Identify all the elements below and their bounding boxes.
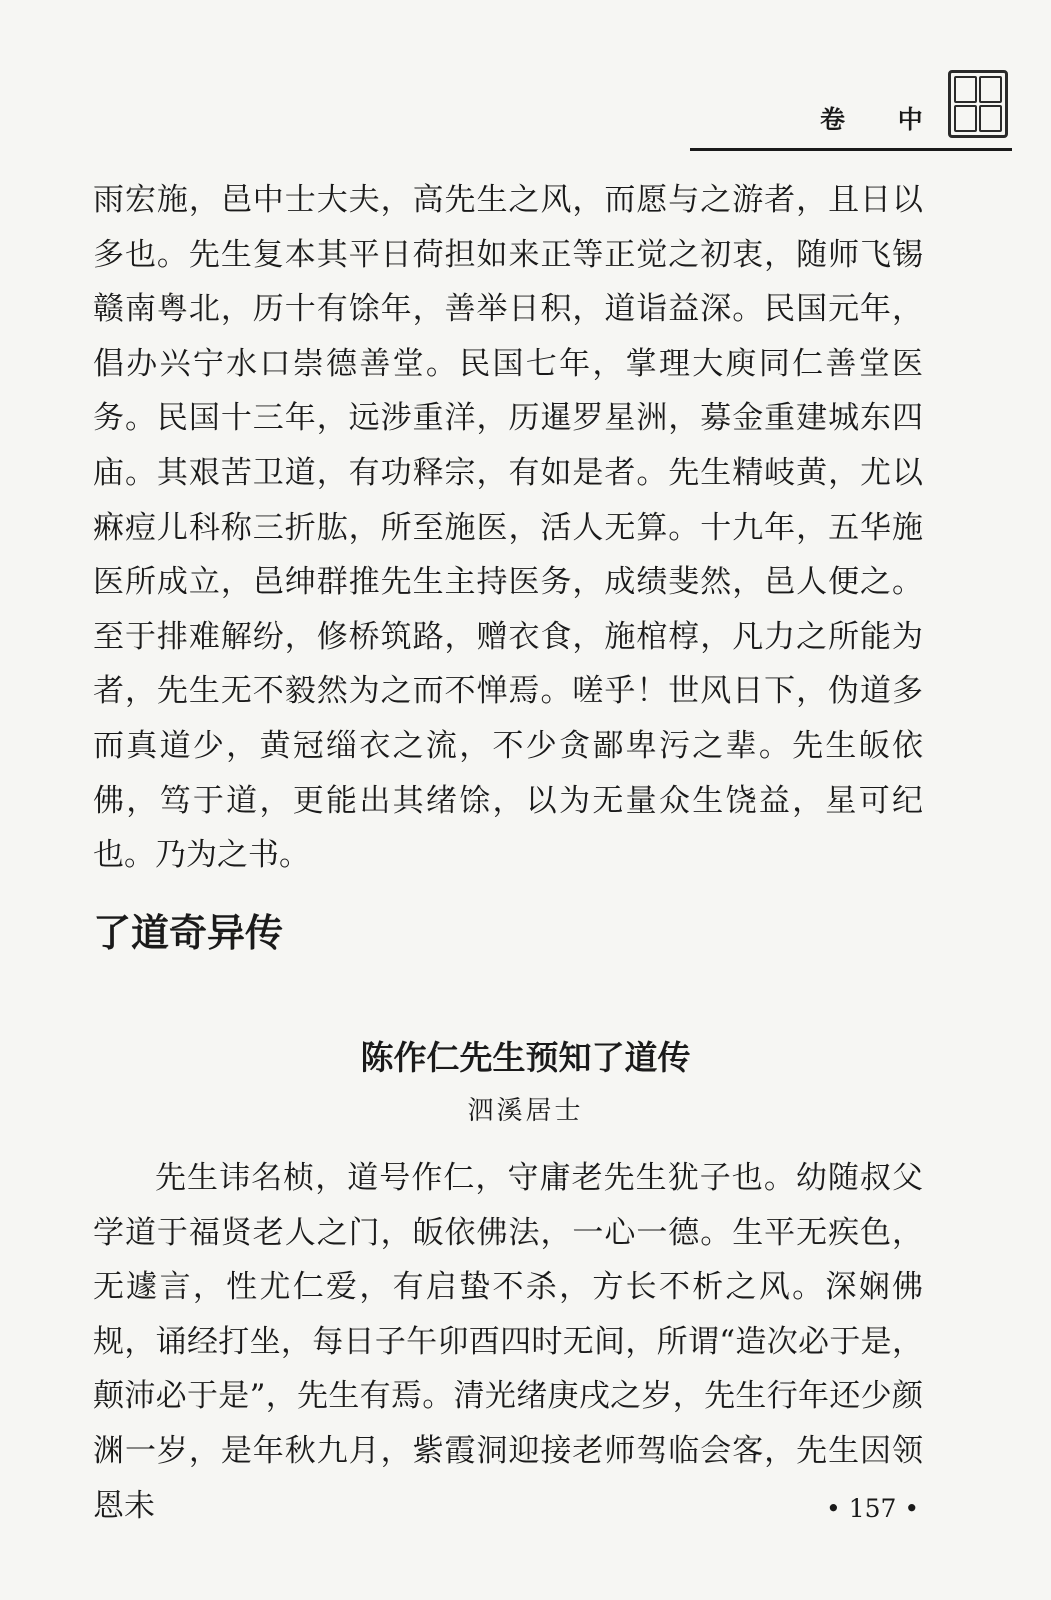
seal-logo [948, 70, 1008, 138]
author-byline: 泗溪居士 [467, 1096, 584, 1126]
header-rule [690, 148, 1012, 151]
article-title: 陈作仁先生预知了道传 [360, 1038, 691, 1077]
page-number: • 157 • [826, 1494, 920, 1523]
seal-glyph-part [954, 105, 977, 132]
seal-glyph-part [979, 76, 1002, 103]
section-heading: 了道奇异传 [93, 911, 284, 955]
seal-glyph-part [954, 76, 977, 103]
seal-glyph-part [979, 105, 1002, 132]
running-head: 卷 中 [820, 105, 945, 134]
paragraph-continued: 雨宏施，邑中士大夫，高先生之风，而愿与之游者，且日以多也。先生复本其平日荷担如来正等正觉之初衷，随师飞锡赣南粤北，历十有馀年，善举日积，道诣益深。民国元年，倡办兴宁水口崇德善堂。民国七年，掌理大庾同仁善堂医务。民国十三年，远涉重洋，历暹罗星洲，募金重建城东四庙。其艰苦卫道，有功释宗，有如是者。先生精岐黄，尤以痳痘儿科称三折肱，所至施医，活人无算。十九年，五华施医所成立，邑绅群推先生主持医务，成绩斐然，邑人便之。至于排难解纷，修桥筑路，赠衣食，施棺椁，凡力之所能为者，先生无不毅然为之而不惮焉。嗟乎！世风日下，伪道多而真道少，黄冠缁衣之流，不少贪鄙卑污之辈。先生皈依佛，笃于道，更能出其绪馀，以为无量众生饶益，星可纪也。乃为之书。 [93, 182, 923, 874]
paragraph-new: 先生讳名桢，道号作仁，守庸老先生犹子也。幼随叔父学道于福贤老人之门，皈依佛法，一心一德。生平无疾色，无遽言，性尤仁爱，有启蛰不杀，方长不析之风。深娴佛规，诵经打坐，每日子午卯酉四时无间，所谓“造次必于是，颠沛必于是”，先生有焉。清光绪庚戌之岁，先生行年还少颜渊一岁，是年秋九月，紫霞洞迎接老师驾临会客，先生因领恩未 [93, 1160, 923, 1524]
